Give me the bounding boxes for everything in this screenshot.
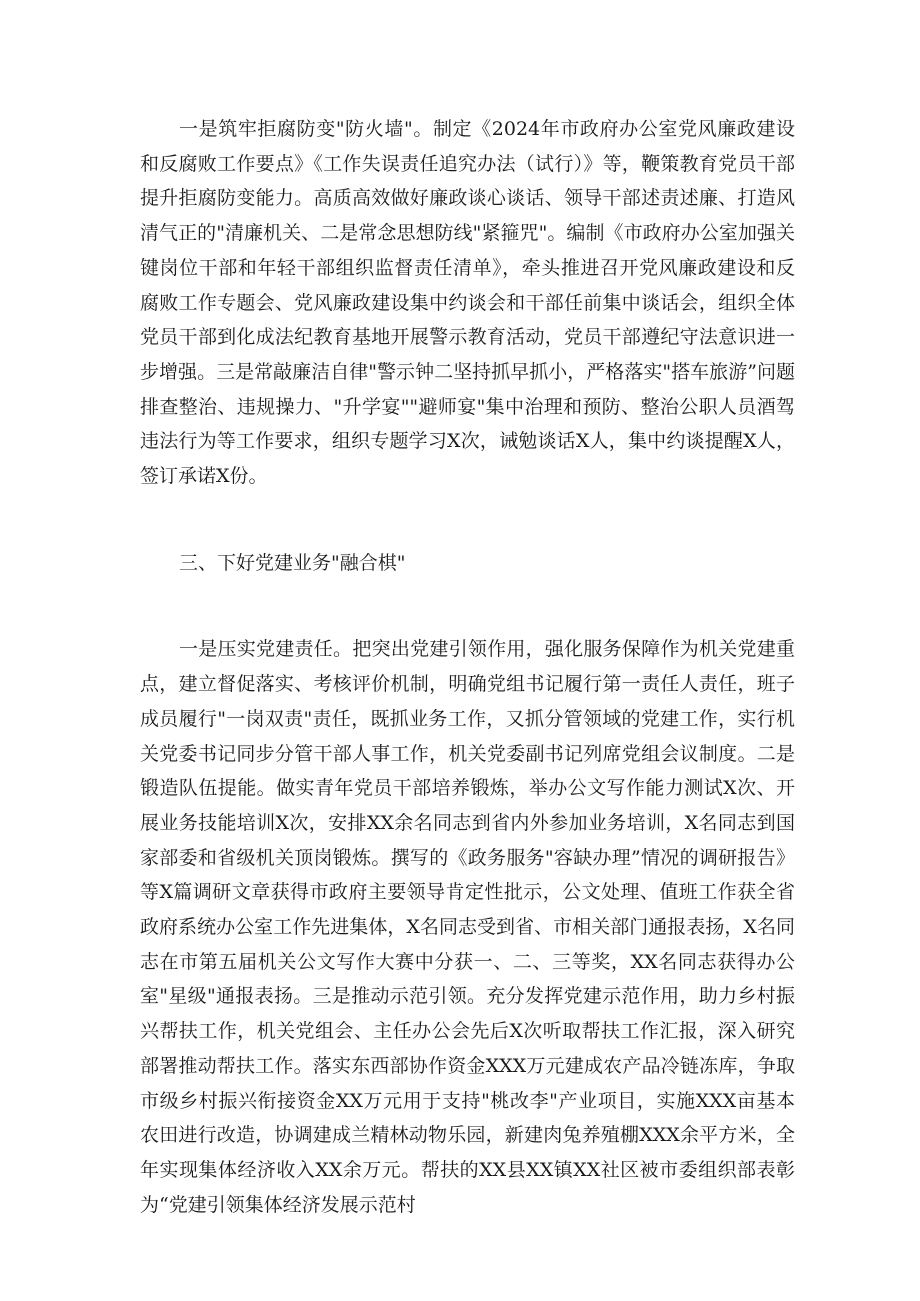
document-body: [140, 112, 795, 1222]
section-heading: 三、下好党建业务"融合棋": [179, 551, 406, 574]
paragraph-spacer: [140, 494, 795, 546]
paragraph-anti-corruption: 一是筑牢拒腐防变"防火墙"。制定《2024年市政府办公室党风廉政建设和反腐败工作要点》《工作失误责任追究办法（试行）》等，鞭策教育党员干部提升拒腐防变能力。高质高效做好廉政谈心谈话、领导干部述责述廉、打造风清气正的"清廉机关、二是常念思想防线"紧箍咒"。编制《市政府办公室加强关键岗位干部和年轻干部组织监督责任清单》，牵头推进召开党风廉政建设和反腐败工作专题会、党风廉政建设集中约谈会和干部任前集中谈话会，组织全体党员干部到化成法纪教育基地开展警示教育活动，党员干部遵纪守法意识进一步增强。三是常敲廉洁自律"警示钟二坚持抓早抓小，严格落实"搭车旅游”问题排查整治、违规操力、"升学宴""避师宴"集中治理和预防、整治公职人员酒驾违法行为等工作要求，组织专题学习X次，诫勉谈话X人，集中约谈提醒X人，签订承诺X份。: [140, 118, 795, 488]
paragraph-spacer: [140, 580, 795, 632]
paragraph-party-building: 一是压实党建责任。把突出党建引领作用，强化服务保障作为机关党建重点，建立督促落实、考核评价机制，明确党组书记履行第一责任人责任，班子成员履行"一岗双责"责任，既抓业务工作，又抓分管领域的党建工作，实行机关党委书记同步分管干部人事工作，机关党委副书记列席党组会议制度。二是锻造队伍提能。做实青年党员干部培养锻炼，举办公文写作能力测试X次、开展业务技能培训X次，安排XX余名同志到省内外参加业务培训，X名同志到国家部委和省级机关顶岗锻炼。撰写的《政务服务"容缺办理”情况的调研报告》等X篇调研文章获得市政府主要领导肯定性批示，公文处理、值班工作获全省政府系统办公室工作先进集体，X名同志受到省、市相关部门通报表扬，X名同志在市第五届机关公文写作大赛中分获一、二、三等奖，XX名同志获得办公室"星级"通报表扬。三是推动示范引领。充分发挥党建示范作用，助力乡村振兴帮扶工作，机关党组会、主任办公会先后X次听取帮扶工作汇报，深入研究部署推动帮扶工作。落实东西部协作资金XXX万元建成农产品冷链冻库，争取市级乡村振兴衔接资金XX万元用于支持"桃改李"产业项目，实施XXX亩基本农田进行改造，协调建成兰精林动物乐园，新建肉兔养殖棚XXX余平方米，全年实现集体经济收入XX余万元。帮扶的XX县XX镇XX社区被市委组织部表彰为“党建引领集体经济发展示范村: [140, 638, 795, 1216]
